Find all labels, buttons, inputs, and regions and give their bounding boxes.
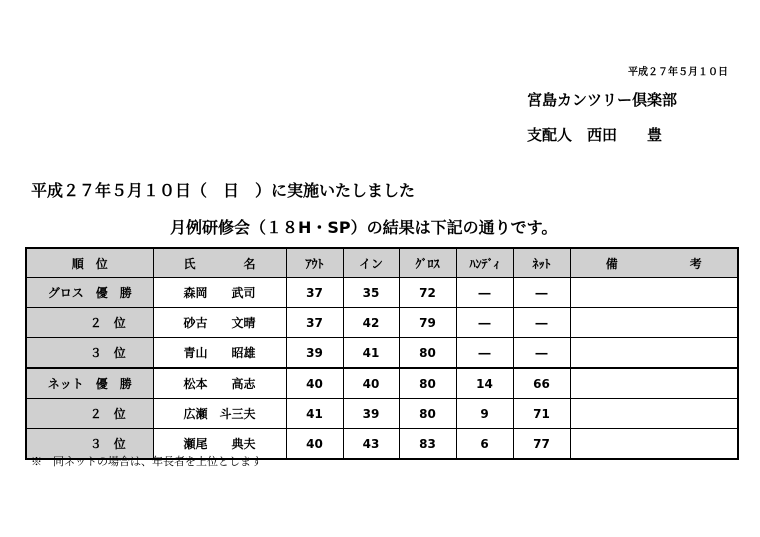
remarks-cell: [570, 368, 738, 399]
column-header-rank: 順 位: [26, 248, 153, 278]
rank-cell: ３ 位: [26, 429, 153, 460]
net-cell: 77: [513, 429, 570, 460]
gross-cell: 83: [399, 429, 456, 460]
handicap-cell: 9: [456, 399, 513, 429]
name-cell: 森岡 武司: [153, 278, 286, 308]
net-cell: ―: [513, 308, 570, 338]
column-header-name: 氏 名: [153, 248, 286, 278]
column-header-remarks: 備 考: [570, 248, 738, 278]
remarks-cell: [570, 278, 738, 308]
out-cell: 39: [286, 338, 343, 369]
name-cell: 青山 昭雄: [153, 338, 286, 369]
document-date: 平成２７年５月１０日: [628, 67, 728, 78]
name-cell: 松本 高志: [153, 368, 286, 399]
table-row: [26, 368, 738, 399]
column-header-in: イン: [343, 248, 399, 278]
results-table: [25, 247, 739, 460]
table-row: [26, 338, 738, 369]
table-header-row: [26, 248, 738, 278]
manager-name: 支配人 西田 豊: [527, 126, 663, 144]
in-cell: 43: [343, 429, 399, 460]
in-cell: 41: [343, 338, 399, 369]
remarks-cell: [570, 308, 738, 338]
column-header-gross: ｸﾞﾛｽ: [399, 248, 456, 278]
net-cell: 71: [513, 399, 570, 429]
table-row: [26, 308, 738, 338]
net-cell: ―: [513, 338, 570, 369]
out-cell: 37: [286, 308, 343, 338]
in-cell: 35: [343, 278, 399, 308]
in-cell: 39: [343, 399, 399, 429]
name-cell: 砂古 文晴: [153, 308, 286, 338]
rank-cell: ２ 位: [26, 308, 153, 338]
gross-cell: 72: [399, 278, 456, 308]
name-cell: 広瀬 斗三夫: [153, 399, 286, 429]
remarks-cell: [570, 429, 738, 460]
table-row: [26, 278, 738, 308]
rank-cell: ２ 位: [26, 399, 153, 429]
remarks-cell: [570, 338, 738, 369]
handicap-cell: 6: [456, 429, 513, 460]
in-cell: 40: [343, 368, 399, 399]
net-cell: 66: [513, 368, 570, 399]
remarks-cell: [570, 399, 738, 429]
gross-cell: 80: [399, 368, 456, 399]
intro-line-2: 月例研修会（１８H・SP）の結果は下記の通りです。: [170, 218, 558, 237]
handicap-cell: ―: [456, 278, 513, 308]
out-cell: 40: [286, 368, 343, 399]
out-cell: 41: [286, 399, 343, 429]
footnote: ※ 同ネットの場合は、年長者を上位とします: [31, 455, 262, 468]
net-cell: ―: [513, 278, 570, 308]
in-cell: 42: [343, 308, 399, 338]
gross-cell: 79: [399, 308, 456, 338]
club-name: 宮島カンツリー倶楽部: [527, 91, 678, 109]
gross-cell: 80: [399, 399, 456, 429]
handicap-cell: 14: [456, 368, 513, 399]
handicap-cell: ―: [456, 338, 513, 369]
column-header-net: ﾈｯﾄ: [513, 248, 570, 278]
rank-cell: ３ 位: [26, 338, 153, 369]
rank-cell: ネット 優 勝: [26, 368, 153, 399]
column-header-out: ｱｳﾄ: [286, 248, 343, 278]
name-cell: 瀬尾 典夫: [153, 429, 286, 460]
table-row: [26, 399, 738, 429]
intro-line-1: 平成２７年５月１０日（ 日 ）に実施いたしました: [31, 181, 416, 200]
out-cell: 40: [286, 429, 343, 460]
rank-cell: グロス 優 勝: [26, 278, 153, 308]
handicap-cell: ―: [456, 308, 513, 338]
out-cell: 37: [286, 278, 343, 308]
column-header-handicap: ﾊﾝﾃﾞｨ: [456, 248, 513, 278]
gross-cell: 80: [399, 338, 456, 369]
